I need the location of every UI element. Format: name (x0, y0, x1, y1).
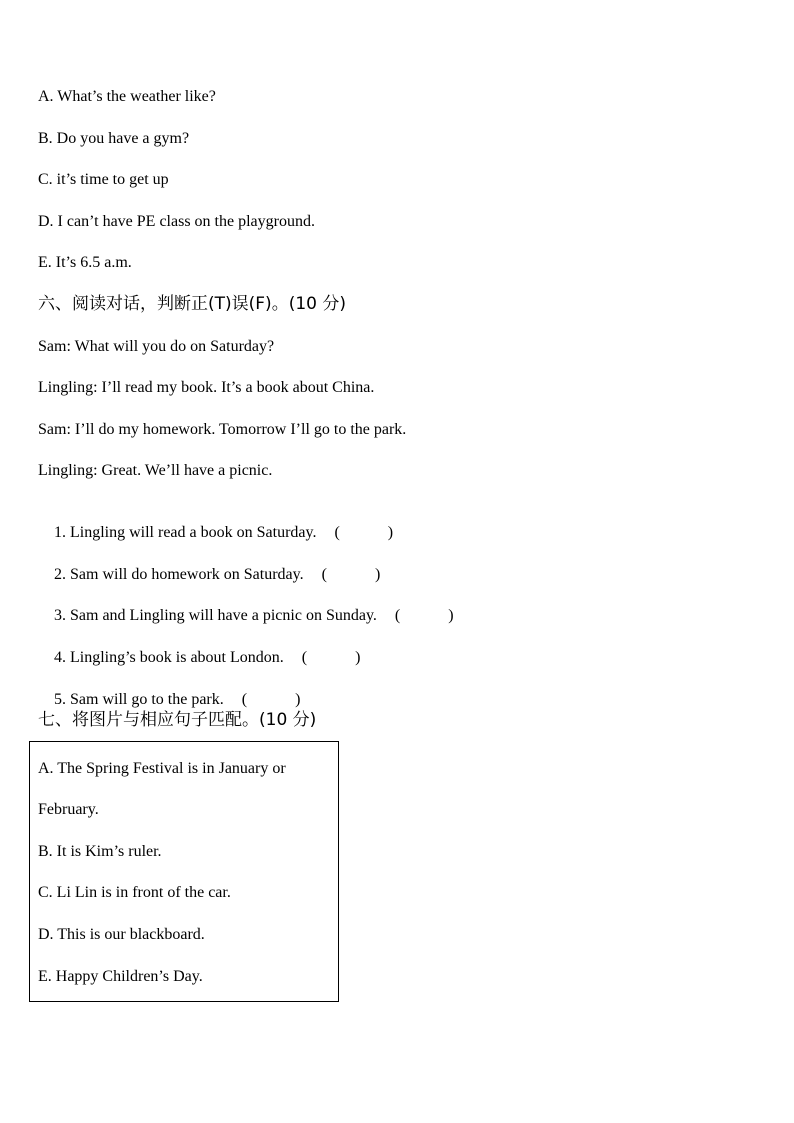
option-a: A. What’s the weather like? (38, 88, 216, 105)
answer-paren-close: ) (295, 691, 301, 708)
dialogue-line: Lingling: Great. We’ll have a picnic. (38, 462, 273, 479)
sentence-c: C. Li Lin is in front of the car. (38, 884, 231, 901)
sentence-d: D. This is our blackboard. (38, 926, 205, 943)
answer-paren-close: ) (448, 607, 454, 624)
question-text: 5. Sam will go to the park. (54, 691, 224, 708)
sentence-e: E. Happy Children’s Day. (38, 968, 203, 985)
answer-paren-open: ( (241, 691, 248, 708)
sentence-b: B. It is Kim’s ruler. (38, 843, 162, 860)
option-d: D. I can’t have PE class on the playground. (38, 213, 315, 230)
question-text: 2. Sam will do homework on Saturday. (54, 566, 304, 583)
answer-paren-open: ( (321, 566, 327, 583)
sentence-box (29, 741, 339, 1002)
dialogue-line: Sam: I’ll do my homework. Tomorrow I’ll go to the park. (38, 421, 407, 438)
question-text: 1. Lingling will read a book on Saturday. (54, 524, 317, 541)
sentence-a-cont: February. (38, 801, 99, 818)
section-6-heading: 六、阅读对话，判断正(T)误(F)。(10 分) (38, 294, 346, 314)
option-b: B. Do you have a gym? (38, 130, 190, 147)
option-c: C. it’s time to get up (38, 171, 169, 188)
sentence-a: A. The Spring Festival is in January or (38, 760, 286, 777)
dialogue-line: Sam: What will you do on Saturday? (38, 338, 275, 355)
answer-paren-open: ( (301, 649, 308, 666)
answer-paren-close: ) (374, 566, 381, 583)
answer-paren-close: ) (387, 524, 394, 541)
answer-paren-open: ( (334, 524, 340, 541)
dialogue-line: Lingling: I’ll read my book. It’s a book about China. (38, 379, 375, 396)
answer-paren-close: ) (355, 649, 361, 666)
question-text: 4. Lingling’s book is about London. (54, 649, 284, 666)
question-text: 3. Sam and Lingling will have a picnic on Sunday. (54, 607, 377, 624)
section-7-heading: 七、将图片与相应句子匹配。(10 分) (38, 710, 317, 730)
option-e: E. It’s 6.5 a.m. (38, 254, 132, 271)
answer-paren-open: ( (394, 607, 401, 624)
